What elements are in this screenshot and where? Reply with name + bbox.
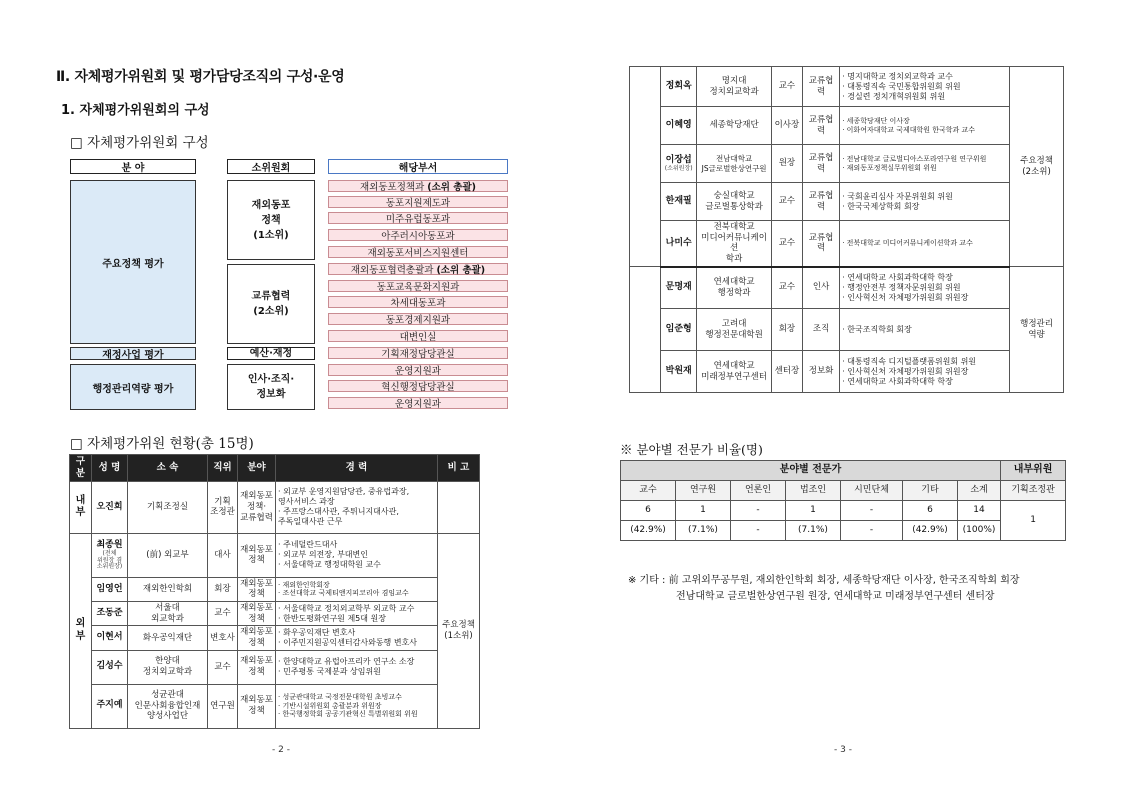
member-affiliation: 한양대 정치외교학과: [128, 650, 208, 684]
member-field: 교류협력: [802, 67, 839, 107]
count-cell: 14: [958, 501, 1001, 521]
count-cell: 1: [676, 501, 731, 521]
member-affiliation: 명지대 정치외교학과: [697, 67, 772, 107]
member-position: 교수: [208, 602, 238, 626]
member-affiliation: 성균관대 인문사회융합인재 양성사업단: [128, 684, 208, 728]
table-row: [70, 650, 480, 684]
member-name: 임준형: [661, 309, 697, 351]
member-career: · 서울대학교 정치외교학부 외교학 교수 · 한반도평화연구원 제5대 원장: [276, 602, 438, 626]
footnote-line-1: ※ 기타 : 前 고위외무공무원, 재외한인학회 회장, 세종학당재단 이사장, 한국조직학회 회장: [628, 575, 1020, 586]
percent-cell: -: [731, 521, 786, 541]
member-career: · 재외한인학회장 · 조선대학교 국제티앤지피코리아 겸임교수: [276, 577, 438, 601]
member-remark: [438, 481, 480, 533]
member-position: 교수: [771, 67, 802, 107]
member-career: · 전북대학교 미디어커뮤니케이션학과 교수: [840, 221, 1010, 267]
member-affiliation: 재외한인학회: [128, 577, 208, 601]
table-row: [630, 145, 1064, 183]
table-header-row: [621, 461, 1066, 481]
member-affiliation: 연세대학교 미래정부연구센터: [697, 351, 772, 393]
member-field: 재외동포 정책: [238, 602, 276, 626]
table-row: [630, 107, 1064, 145]
member-position: 교수: [771, 267, 802, 309]
member-affiliation: 기획조정실: [128, 481, 208, 533]
member-position: 교수: [208, 650, 238, 684]
member-field: 교류협력: [802, 107, 839, 145]
member-field: 재외동포 정책: [238, 533, 276, 577]
org-header-subcommittee: 소위원회: [227, 159, 315, 174]
member-name-cell: [661, 145, 697, 183]
dept-item: 아주러시아동포과: [328, 229, 508, 241]
subcommittee-org: 인사·조직· 정보화: [227, 364, 315, 410]
member-position: 교수: [771, 221, 802, 267]
member-note: (소위원장): [664, 164, 693, 172]
org-header-area: 분 야: [70, 159, 196, 174]
subcommittee-budget: 예산·재정: [227, 347, 315, 360]
col-header: 분야: [238, 455, 276, 482]
dept-item: 운영지원과: [328, 397, 508, 409]
member-name: 나미수: [661, 221, 697, 267]
member-career: · 명지대학교 정치외교학과 교수 · 대통령직속 국민통합위원회 위원 · 경실련 정치개혁위원회 위원: [840, 67, 1010, 107]
col-header: 비 고: [438, 455, 480, 482]
count-cell: 6: [621, 501, 676, 521]
table-row: [70, 481, 480, 533]
footnote: [628, 573, 1020, 605]
page-number: - 3 -: [834, 745, 852, 755]
member-name: 문명재: [661, 267, 697, 309]
dept-item: 운영지원과: [328, 364, 508, 376]
table-row: [621, 501, 1066, 521]
table-header-row: [70, 455, 480, 482]
group-internal: 내부: [70, 481, 92, 533]
member-affiliation: 서울대 외교학과: [128, 602, 208, 626]
member-field: 인사: [802, 267, 839, 309]
member-career: · 외교부 운영지원담당관, 중유럽과장, 영사서비스 과장 · 주프랑스대사관, 주튀니지대사관, 주독일대사관 근무: [276, 481, 438, 533]
member-field: 재외동포 정책: [238, 577, 276, 601]
count-cell: -: [841, 501, 903, 521]
col-header: 경 력: [276, 455, 438, 482]
member-remark: 행정관리 역량: [1010, 267, 1064, 393]
dept-item: 미주유럽동포과: [328, 212, 508, 224]
dept-item: 동포경제지원과: [328, 313, 508, 325]
member-career: · 세종학당재단 이사장 · 이화여자대학교 국제대학원 한국학과 교수: [840, 107, 1010, 145]
member-field: 재외동포 정책: [238, 626, 276, 650]
member-name: 최종원: [96, 539, 123, 550]
member-name: 조동준: [92, 602, 128, 626]
member-career: · 국회윤리심사 자문위원회 위원 · 한국국제상학회 회장: [840, 183, 1010, 221]
member-affiliation: 세종학당재단: [697, 107, 772, 145]
page-number: - 2 -: [272, 745, 290, 755]
col-header: 교수: [621, 481, 676, 501]
composition-heading: □ 자체평가위원회 구성: [70, 135, 209, 151]
member-position: 회장: [208, 577, 238, 601]
subcommittee-2: 교류협력 (2소위): [227, 264, 315, 344]
member-name: 이장섭: [665, 154, 692, 165]
table-row: [70, 626, 480, 650]
member-field: 교류협력: [802, 145, 839, 183]
area-admin: 행정관리역량 평가: [70, 364, 196, 410]
member-name-cell: [92, 533, 128, 577]
member-affiliation: 전북대학교 미디어커뮤니케이션 학과: [697, 221, 772, 267]
member-affiliation: 고려대 행정전문대학원: [697, 309, 772, 351]
col-header: 성 명: [92, 455, 128, 482]
member-affiliation: 숭실대학교 글로벌통상학과: [697, 183, 772, 221]
member-name: 주지예: [92, 684, 128, 728]
dept-item: 재외동포서비스지원센터: [328, 246, 508, 258]
col-header: 구분: [70, 455, 92, 482]
percent-cell: (42.9%): [621, 521, 676, 541]
col-header: 기타: [903, 481, 958, 501]
member-field: 재외동포 정책: [238, 650, 276, 684]
group-cell: [630, 267, 661, 393]
member-affiliation: (前) 외교부: [128, 533, 208, 577]
count-cell: -: [731, 501, 786, 521]
member-field: 교류협력: [802, 183, 839, 221]
member-career: · 전남대학교 글로벌디아스포라연구원 연구위원 · 재외동포정책실무위원회 위원: [840, 145, 1010, 183]
member-position: 변호사: [208, 626, 238, 650]
member-field: 조직: [802, 309, 839, 351]
table-row: [630, 351, 1064, 393]
col-header: 직위: [208, 455, 238, 482]
percent-cell: (7.1%): [786, 521, 841, 541]
subcommittee-1: 재외동포 정책 (1소위): [227, 180, 315, 260]
subsection-title: 1. 자체평가위원회의 구성: [61, 103, 210, 118]
member-position: 대사: [208, 533, 238, 577]
percent-cell: -: [841, 521, 903, 541]
dept-item: 재외동포협력총괄과 (소위 총괄): [328, 263, 508, 275]
member-position: 연구원: [208, 684, 238, 728]
member-name: 이혜영: [661, 107, 697, 145]
dept-item: 동포지원제도과: [328, 196, 508, 208]
member-career: · 주네덜란드대사 · 외교부 의전장, 부대변인 · 서울대학교 행정대학원 교수: [276, 533, 438, 577]
member-field: 정보화: [802, 351, 839, 393]
dept-item: 기획재정담당관실: [328, 347, 508, 359]
table-row: [70, 684, 480, 728]
dept-item: 재외동포정책과 (소위 총괄): [328, 180, 508, 192]
member-career: · 한국조직학회 회장: [840, 309, 1010, 351]
ratio-table: [620, 460, 1066, 541]
area-finance: 재정사업 평가: [70, 347, 196, 360]
col-header: 시민단체: [841, 481, 903, 501]
dept-item: 차세대동포과: [328, 296, 508, 308]
internal-count-cell: 1: [1001, 501, 1066, 541]
member-position: 회장: [771, 309, 802, 351]
member-position: 센터장: [771, 351, 802, 393]
table-row: [70, 533, 480, 577]
percent-cell: (7.1%): [676, 521, 731, 541]
member-position: 기획 조정관: [208, 481, 238, 533]
member-position: 원장: [771, 145, 802, 183]
dept-item: 대변인실: [328, 330, 508, 342]
col-header: 소계: [958, 481, 1001, 501]
member-field: 재외동포 정책: [238, 684, 276, 728]
table-header-row: [621, 481, 1066, 501]
group-header: 분야별 전문가: [621, 461, 1001, 481]
member-affiliation: 화우공익재단: [128, 626, 208, 650]
members-table-continued: [629, 66, 1064, 393]
member-field: 교류협력: [802, 221, 839, 267]
internal-header: 내부위원: [1001, 461, 1066, 481]
footnote-line-2: 전남대학교 글로벌한상연구원 원장, 연세대학교 미래정부연구센터 센터장: [676, 591, 995, 602]
ratio-heading: ※ 분야별 전문가 비율(명): [620, 442, 763, 457]
members-table: [69, 454, 480, 729]
table-row: [70, 602, 480, 626]
group-cell: [630, 67, 661, 267]
col-header: 기획조정관: [1001, 481, 1066, 501]
col-header: 법조인: [786, 481, 841, 501]
group-external: 외부: [70, 533, 92, 728]
member-career: · 대통령직속 디지털플랫폼위원회 위원 · 인사혁신처 자체평가위원회 위원장 · 연세대학교 사회과학대학 학장: [840, 351, 1010, 393]
col-header: 소 속: [128, 455, 208, 482]
member-name: 이현서: [92, 626, 128, 650]
dept-item: 동포교육문화지원과: [328, 280, 508, 292]
member-remark: 주요정책 (1소위): [438, 533, 480, 728]
member-name: 김성수: [92, 650, 128, 684]
table-row: [630, 267, 1064, 309]
member-field: 재외동포 정책· 교류협력: [238, 481, 276, 533]
member-career: · 연세대학교 사회과학대학 학장 · 행정안전부 정책자문위원회 위원 · 인사혁신처 자체평가위원회 위원장: [840, 267, 1010, 309]
table-row: [70, 577, 480, 601]
count-cell: 6: [903, 501, 958, 521]
member-career: · 한양대학교 유럽아프리카 연구소 소장 · 민주평통 국제분과 상임위원: [276, 650, 438, 684]
table-row: [630, 67, 1064, 107]
percent-cell: (100%): [958, 521, 1001, 541]
table-row: [621, 521, 1066, 541]
dept-item: 혁신행정담당관실: [328, 380, 508, 392]
count-cell: 1: [786, 501, 841, 521]
table-row: [630, 183, 1064, 221]
area-policy: 주요정책 평가: [70, 180, 196, 344]
member-position: 이사장: [771, 107, 802, 145]
percent-cell: (42.9%): [903, 521, 958, 541]
member-name: 정회옥: [661, 67, 697, 107]
col-header: 언론인: [731, 481, 786, 501]
member-name: 임영언: [92, 577, 128, 601]
member-affiliation: 전남대학교 JS글로벌한상연구원: [697, 145, 772, 183]
org-header-dept: 해당부서: [328, 159, 508, 174]
member-name: 한재필: [661, 183, 697, 221]
member-position: 교수: [771, 183, 802, 221]
member-name: 박원재: [661, 351, 697, 393]
member-career: · 성균관대학교 국정전문대학원 초빙교수 · 기반시설위원회 총괄분과 위원장 · 한국행정학회 공공기관혁신 특별위원회 위원: [276, 684, 438, 728]
member-career: · 화우공익재단 변호사 · 이주민지원공익센터감사와동행 변호사: [276, 626, 438, 650]
member-note: (전체 위원장 겸 소위원장): [96, 549, 123, 571]
member-affiliation: 연세대학교 행정학과: [697, 267, 772, 309]
col-header: 연구원: [676, 481, 731, 501]
members-heading: □ 자체평가위원 현황(총 15명): [70, 436, 254, 452]
member-remark: 주요정책 (2소위): [1010, 67, 1064, 267]
member-name: 오진희: [92, 481, 128, 533]
table-row: [630, 221, 1064, 267]
section-title: Ⅱ. 자체평가위원회 및 평가담당조직의 구성·운영: [56, 69, 345, 85]
table-row: [630, 309, 1064, 351]
